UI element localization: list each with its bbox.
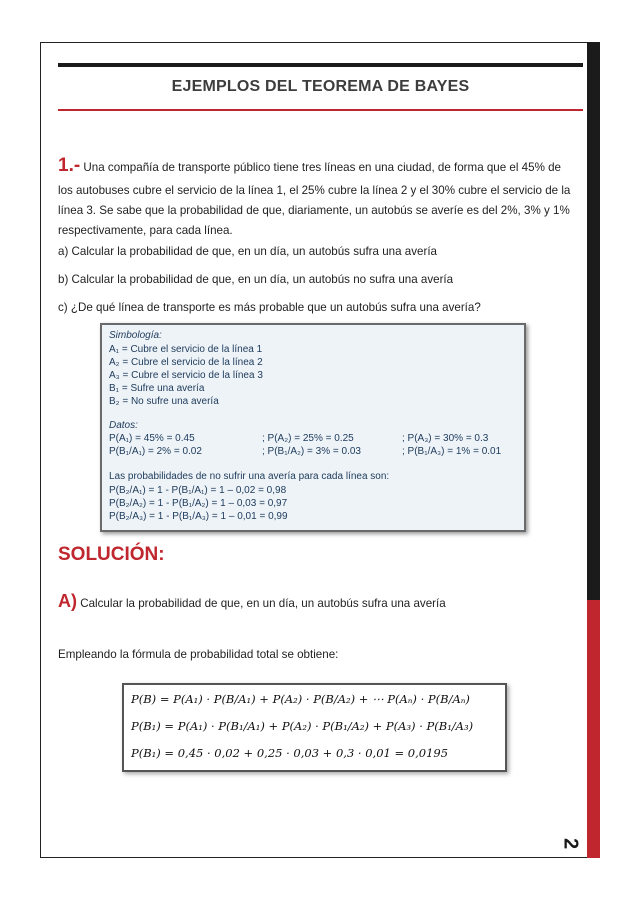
symbol-item: A₂ = Cubre el servicio de la línea 2: [109, 357, 263, 368]
complement-item: P(B₂/A₃) = 1 - P(B₁/A₃) = 1 – 0,01 = 0,99: [109, 511, 288, 522]
symbol-item: B₁ = Sufre una avería: [109, 383, 205, 394]
formula-line: P(B₁) = 0,45 · 0,02 + 0,25 · 0,03 + 0,3 · 0,01 = 0,0195: [131, 746, 449, 760]
complement-item: P(B₂/A₂) = 1 - P(B₁/A₂) = 1 – 0,03 = 0,97: [109, 498, 288, 509]
complement-heading: Las probabilidades de no sufrir una avería para cada línea son:: [109, 471, 390, 482]
page-number: 2: [559, 837, 582, 850]
solution-intro: Empleando la fórmula de probabilidad total se obtiene:: [58, 648, 339, 661]
page-title: EJEMPLOS DEL TEOREMA DE BAYES: [171, 78, 470, 95]
data-value: ; P(B₁/A₃) = 1% = 0.01: [402, 446, 502, 457]
solution-heading: SOLUCIÓN:: [58, 544, 165, 565]
part-a-label: A): [58, 591, 77, 611]
data-value: ; P(A₂) = 25% = 0.25: [262, 433, 354, 444]
formula-box: [122, 683, 507, 772]
symbology-heading: Simbología:: [109, 330, 162, 341]
problem-line-2: los autobuses cubre el servicio de la línea 1, el 25% cubre la línea 2 y el 30% cubre el servicio de la: [58, 184, 571, 197]
sidebar-accent: [587, 600, 600, 858]
formula-line: P(B) = P(A₁) · P(B/A₁) + P(A₂) · P(B/A₂) + ⋯ P(Aₙ) · P(B/Aₙ): [131, 692, 470, 706]
complement-item: P(B₂/A₁) = 1 - P(B₁/A₁) = 1 – 0,02 = 0,98: [109, 485, 287, 496]
data-value: P(A₁) = 45% = 0.45: [109, 433, 195, 444]
problem-line-3: línea 3. Se sabe que la probabilidad de que, diariamente, un autobús se averíe es del 2%, 3% y 1%: [58, 204, 570, 217]
part-a: [58, 591, 446, 612]
title-underline: [58, 109, 583, 111]
problem-line-1: 1.- Una compañía de transporte público tiene tres líneas en una ciudad, de forma que el 45% de: [58, 155, 561, 176]
question-c: c) ¿De qué línea de transporte es más probable que un autobús sufra una avería?: [58, 301, 481, 314]
question-b: b) Calcular la probabilidad de que, en un día, un autobús no sufra una avería: [58, 273, 454, 286]
problem-line-4: respectivamente, para cada línea.: [58, 224, 233, 237]
symbol-item: A₁ = Cubre el servicio de la línea 1: [109, 344, 263, 355]
symbol-item: A₃ = Cubre el servicio de la línea 3: [109, 370, 263, 381]
data-value: ; P(A₃) = 30% = 0.3: [402, 433, 489, 444]
problem-number: 1.-: [58, 155, 81, 176]
formula-line: P(B₁) = P(A₁) · P(B₁/A₁) + P(A₂) · P(B₁/A₂) + P(A₃) · P(B₁/A₃): [131, 719, 474, 733]
symbology-box: [100, 323, 526, 532]
data-value: ; P(B₁/A₂) = 3% = 0.03: [262, 446, 361, 457]
symbol-item: B₂ = No sufre una avería: [109, 396, 219, 407]
question-a: a) Calcular la probabilidad de que, en un día, un autobús sufra una avería: [58, 245, 437, 258]
header-rule: [58, 63, 583, 67]
part-a-text: Calcular la probabilidad de que, en un día, un autobús sufra una avería: [77, 597, 446, 610]
data-value: P(B₁/A₁) = 2% = 0.02: [109, 446, 202, 457]
data-heading: Datos:: [109, 420, 138, 431]
